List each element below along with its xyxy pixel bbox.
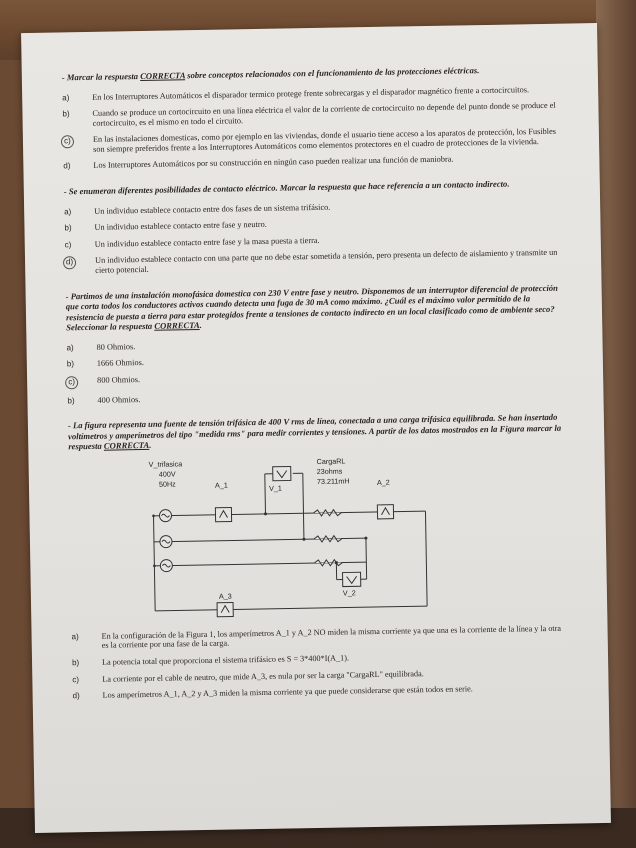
option-c[interactable]: c) Un individuo establece contacto entre fase y la masa puesta a tierra. (64, 235, 320, 250)
source-name-label: V_trifasica (148, 459, 183, 469)
question-protections (62, 64, 559, 172)
question-indirect-contact (64, 178, 560, 276)
voltmeter-v2-label: V_2 (342, 588, 356, 598)
question-header: - Partimos de una instalación monofásica domestica con 230 V entre fase y neutro. Disponemos de un interruptor diferencial de protección que corta todos los conductores activos cuando detecta una fuga de 30 mA como máximo. ¿Cuál es el máximo valor permitido de la resistencia de puesta a tierra para estar protegidos frente a tensiones de contacto indirecto en un local clasificado como de ambiente seco? Seleccionar la respuesta CORRECTA. (65, 282, 558, 333)
selected-mark: c) (65, 376, 78, 389)
load-resistance-label: 23ohms (316, 466, 343, 476)
circuit-diagram (145, 456, 448, 621)
option-d[interactable]: d) Los amperímetros A_1, A_2 y A_3 miden la misma corriente ya que puede considerarse que están todos en serie. (72, 684, 473, 701)
selected-mark: c) (61, 135, 74, 148)
circuit-figure (145, 456, 448, 621)
option-b[interactable]: b) Un individuo establece contacto entre fase y neutro. (64, 219, 267, 233)
exam-sheet (21, 23, 611, 833)
option-d[interactable]: d) Un individuo establece contacto con una parte que no debe estar sometida a tensión, pero presenta un defecto de aislamiento y transmite un cierto potencial. (65, 248, 560, 276)
ammeter-a3-label: A_3 (218, 591, 232, 601)
source-frequency-label: 50Hz (158, 479, 176, 489)
option-b[interactable]: b) Cuando se produce un cortocircuito en una línea eléctrica el valor de la corriente de cortocircuito no depende del punto donde se produce el cortocircuito, es el mismo en todo el circuito. (62, 100, 556, 128)
option-c[interactable]: c) 800 Ohmios. (67, 367, 562, 389)
option-c[interactable]: c) En las instalaciones domesticas, como por ejemplo en las viviendas, donde el usuario tiene acceso a los aparatos de protección, los Fusibles son siempre preferidos frente a los Interruptores Automáticos como elementos protectores en el cuadro de protecciones de la vivienda. (63, 127, 558, 155)
option-b[interactable]: b) La potencia total que proporciona el sistema trifásico es S = 3*400*I(A_1). (71, 653, 350, 668)
option-d[interactable]: d) Los Interruptores Automáticos por su construcción en ningún caso pueden realizar una función de maniobra. (63, 155, 454, 171)
question-header: - La figura representa una fuente de tensión trifásica de 400 V rms de línea, conectada a una carga trifásica equilibrada. Se han insertado voltímetros y amperímetros del tipo "medida rms" para medir corrientes y tensiones. A partir de los datos mostrados en la Figura marcar la respuesta CORRECTA. (67, 412, 562, 452)
question-three-phase (68, 412, 568, 701)
ammeter-a2-label: A_2 (376, 477, 390, 487)
option-c[interactable]: c) La corriente por el cable de neutro, que mide A_3, es nula por ser la carga "CargaRL" equilibrada. (72, 668, 424, 684)
exam-content (62, 64, 568, 716)
selected-mark: d) (63, 257, 76, 270)
option-a[interactable]: a) En la configuración de la Figura 1, los amperímetros A_1 y A_2 NO miden la misma corriente ya que una es la corriente de la línea y la otra es la corriente por una fase de la carga. (71, 623, 562, 651)
ammeter-a1-label: A_1 (214, 480, 228, 490)
source-voltage-label: 400V (158, 469, 176, 479)
option-a[interactable]: a) 80 Ohmios. (66, 341, 136, 352)
question-header: - Marcar la respuesta CORRECTA sobre conceptos relacionados con el funcionamiento de las protecciones eléctricas. (61, 65, 480, 83)
option-a[interactable]: a) En los Interruptores Automáticos el disparador termico protege frente sobrecargas y el disparador magnético frente a cortocircuitos. (62, 84, 530, 102)
load-name-label: CargaRL (316, 456, 346, 466)
question-header: - Se enumeran diferentes posibilidades de contacto eléctrico. Marcar la respuesta que hace referencia a un contacto indirecto. (63, 178, 510, 197)
question-earth-resistance (66, 282, 563, 405)
voltmeter-v1-label: V_1 (268, 483, 282, 493)
option-d[interactable]: b) 400 Ohmios. (67, 394, 141, 406)
option-a[interactable]: a) Un individuo establece contacto entre dos fases de un sistema trifásico. (64, 202, 331, 216)
load-inductance-label: 73.211mH (316, 476, 350, 486)
option-b[interactable]: b) 1666 Ohmios. (66, 358, 144, 369)
